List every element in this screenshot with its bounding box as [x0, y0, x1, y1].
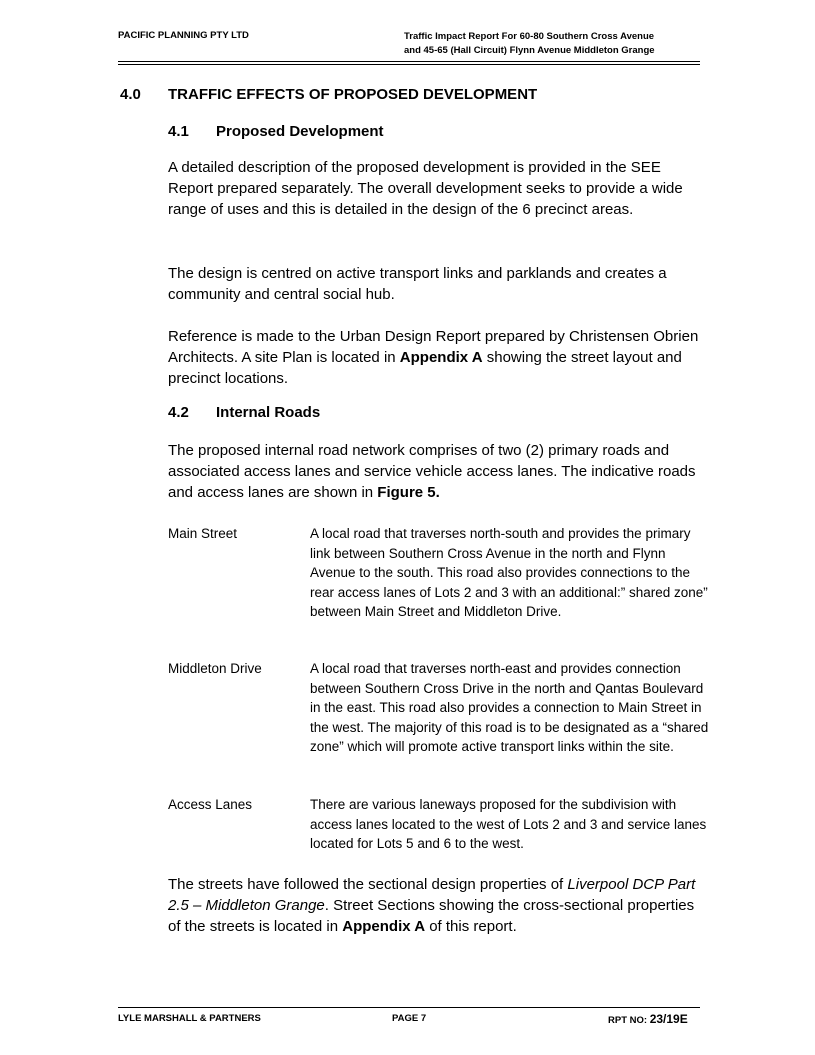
header-rule-bottom: [118, 64, 700, 65]
footer-rpt-value: 23/19E: [649, 1012, 688, 1026]
header-company: PACIFIC PLANNING PTY LTD: [118, 30, 249, 41]
road-description-main-street: A local road that traverses north-south and provides the primary link between Southern Cross Avenue in the north and Flynn Avenue to the south. This road also provides connections to the rear access lanes of Lots 2 and 3 with an additional:” shared zone” between Main Street and Middleton Drive.: [310, 526, 708, 619]
appendix-a-ref-2: Appendix A: [342, 918, 426, 935]
reference-text-a: Reference is made to the Urban Design Report prepared by Christensen Obrien Architects. A site Plan is located in: [168, 328, 699, 366]
subsection-4-1-number: 4.1: [168, 123, 189, 140]
figure-5-ref: Figure 5.: [377, 484, 440, 501]
road-term-main-street: Main Street: [168, 526, 238, 541]
section-number: 4.0: [120, 86, 141, 103]
paragraph-urban-design-reference: [168, 326, 708, 389]
paragraph-street-sections: [168, 874, 708, 937]
dcp-reference: Liverpool DCP Part 2.5 – Middleton Grange: [168, 876, 696, 914]
subsection-4-2-number: 4.2: [168, 404, 189, 421]
road-term-access-lanes: Access Lanes: [168, 797, 253, 812]
paragraph-road-network: [168, 440, 708, 503]
section-title: TRAFFIC EFFECTS OF PROPOSED DEVELOPMENT: [168, 86, 538, 103]
footer-company: LYLE MARSHALL & PARTNERS: [118, 1013, 261, 1024]
footer-page-number: PAGE 7: [392, 1013, 427, 1024]
header-report-title: [404, 30, 655, 58]
closing-text-a: The streets have followed the sectional design properties of: [168, 876, 568, 893]
header-title-line-1: Traffic Impact Report For 60-80 Southern Cross Avenue: [404, 31, 655, 42]
header-title-line-2: and 45-65 (Hall Circuit) Flynn Avenue Middleton Grange: [404, 45, 655, 56]
paragraph-development-description: A detailed description of the proposed development is provided in the SEE Report prepared separately. The overall development seeks to provide a wide range of uses and this is detailed in the design of the 6 precinct areas.: [168, 159, 683, 218]
footer-rule: [118, 1007, 700, 1008]
subsection-4-2-title: Internal Roads: [216, 404, 321, 421]
closing-text-c: of this report.: [425, 918, 517, 935]
subsection-4-1-title: Proposed Development: [216, 123, 384, 140]
closing-text-b: . Street Sections showing the cross-sectional properties of the streets is located in: [168, 897, 695, 935]
appendix-a-ref: Appendix A: [399, 349, 483, 366]
header-rule-top: [118, 61, 700, 62]
road-description-access-lanes: There are various laneways proposed for the subdivision with access lanes located to the west of Lots 2 and 3 and service lanes located for Lots 5 and 6 to the west.: [310, 797, 707, 851]
paragraph-design-centred: The design is centred on active transport links and parklands and creates a community and central social hub.: [168, 265, 667, 303]
road-description-middleton-drive: A local road that traverses north-east and provides connection between Southern Cross Drive in the north and Qantas Boulevard in the east. This road also provides a connection to Main Street in the west. The majority of this road is to be designated as a “shared zone” which will promote active transport links within the site.: [310, 661, 709, 754]
footer-rpt-label: RPT NO:: [608, 1015, 650, 1026]
road-term-middleton-drive: Middleton Drive: [168, 661, 262, 676]
road-network-text: The proposed internal road network comprises of two (2) primary roads and associated access lanes and service vehicle access lanes. The indicative roads and access lanes are shown in: [168, 442, 696, 501]
reference-text-b: showing the street layout and precinct locations.: [168, 349, 682, 387]
footer-report-number: [608, 1012, 688, 1026]
